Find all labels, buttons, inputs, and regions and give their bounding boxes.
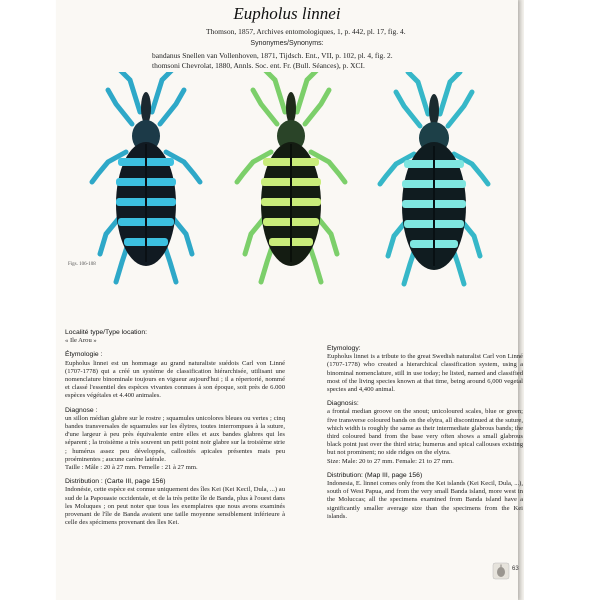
etymologie-text: Eupholus linnei est un hommage au grand naturaliste suédois Carl von Linné (1707-1778) qui a créé un système de classification hiérarchisée, utilisant une nomenclature binominale toujours en vigueur aujourd'hui ; il a répertorié, nommé et classé l'essentiel des espèces vivantes connues à son époque, soit près de 6.000 espèces végétales et 4.400 animales. bbox=[65, 359, 285, 400]
diagnose-heading: Diagnose : bbox=[65, 406, 98, 414]
beetle-photographs bbox=[56, 72, 518, 307]
etymology-text: Eupholus linnei is a tribute to the great Swedish naturalist Carl von Linné (1707-1778) who created a hierarchical classification system, using a binominal nomenclature, still in use today; he listed, named and classified most of the living species known at that time, being around 6,000 vegetal species and 4,400 animal. bbox=[327, 353, 523, 394]
beetle-blue-2 bbox=[380, 72, 488, 284]
figure-caption: Figs. 106-108 bbox=[68, 262, 96, 267]
synonym-line: bandanus Snellen van Vollenhoven, 1871, Tijdsch. Ent., VII, p. 102, pl. 4, fig. 2. bbox=[152, 51, 393, 60]
distribution-text-fr: Indonésie, cette espèce est connue uniquement des îles Kei (Kei Kecil, Dula, ...) au sud de la Papouasie occidentale, et de la très petite île de Banda, plus à l'ouest dans les Moluques ; on peut noter que tous les exemplaires que nous avons examinés provenant de l'île de Banda avaient une taille moyenne sensiblement inférieure à celle des spécimens provenant des îles Kei. bbox=[65, 486, 285, 527]
diagnose-text: un sillon médian glabre sur le rostre ; squamules unicolores bleues ou vertes ; cinq bandes transversales de squamules sur les élytres, toutes interrompues à la suture, d'une largeur à peu près équivalente entre elles et aux bandes glabres qui les séparent ; la troisième a très souvent un petit point noir glabre sur la troisième strie ; humérus assez peu développés, callosités apicales présentes mais peu proéminentes ; aucune carène latérale. bbox=[65, 414, 285, 463]
distribution-text-en: Indonesia, E. linnei comes only from the Kei islands (Kei Kecil, Dula, ...), south of West Papua, and from the very small Banda island, more west in the Moluccas; all the specimens examined from Banda island have a significantly smaller average size than the specimens from the Kei islands. bbox=[327, 480, 523, 520]
type-location-value: « Ile Arou » bbox=[65, 337, 97, 345]
original-reference: Thomson, 1857, Archives entomologiques, 1, p. 442, pl. 17, fig. 4. bbox=[206, 27, 406, 36]
type-location-heading: Localité type/Type location: bbox=[65, 329, 147, 336]
diagnosis-heading: Diagnosis: bbox=[327, 400, 359, 408]
weevil-emblem-icon bbox=[492, 562, 510, 580]
taille-text: Taille : Mâle : 20 à 27 mm. Femelle : 21 à 27 mm. bbox=[65, 464, 198, 472]
beetle-green bbox=[237, 72, 345, 282]
species-title: Eupholus linnei bbox=[233, 4, 341, 23]
book-page bbox=[56, 0, 523, 600]
distribution-heading-fr: Distribution : (Carte III, page 156) bbox=[65, 478, 166, 486]
size-text: Size: Male: 20 to 27 mm. Female: 21 to 27 mm. bbox=[327, 457, 454, 465]
etymologie-heading: Étymologie : bbox=[65, 351, 103, 359]
english-column bbox=[327, 345, 523, 527]
page-number: 63 bbox=[512, 566, 519, 572]
diagnosis-text: a frontal median groove on the snout; unicoloured scales, blue or green; five transverse coloured bands on the elytra, all discontinued at the suture, which width is roughly the same as their intermediate glabrous bands; the third coloured band from the base very often shows a small glabrous black point just over the third stria; humerus and spical callouses existing but not prominent; no side ridges on the elytra. bbox=[327, 408, 523, 457]
french-column bbox=[65, 329, 285, 533]
etymology-heading: Etymology: bbox=[327, 345, 361, 352]
synonyms-heading: Synonymes/Synonyms: bbox=[250, 40, 324, 47]
distribution-heading-en: Distribution: (Map III, page 156) bbox=[327, 471, 423, 479]
beetle-blue-1 bbox=[92, 72, 200, 282]
synonym-line: thomsoni Chevrolat, 1880, Annls. Soc. ent. Fr. (Bull. Séances), p. XCI. bbox=[152, 61, 365, 70]
